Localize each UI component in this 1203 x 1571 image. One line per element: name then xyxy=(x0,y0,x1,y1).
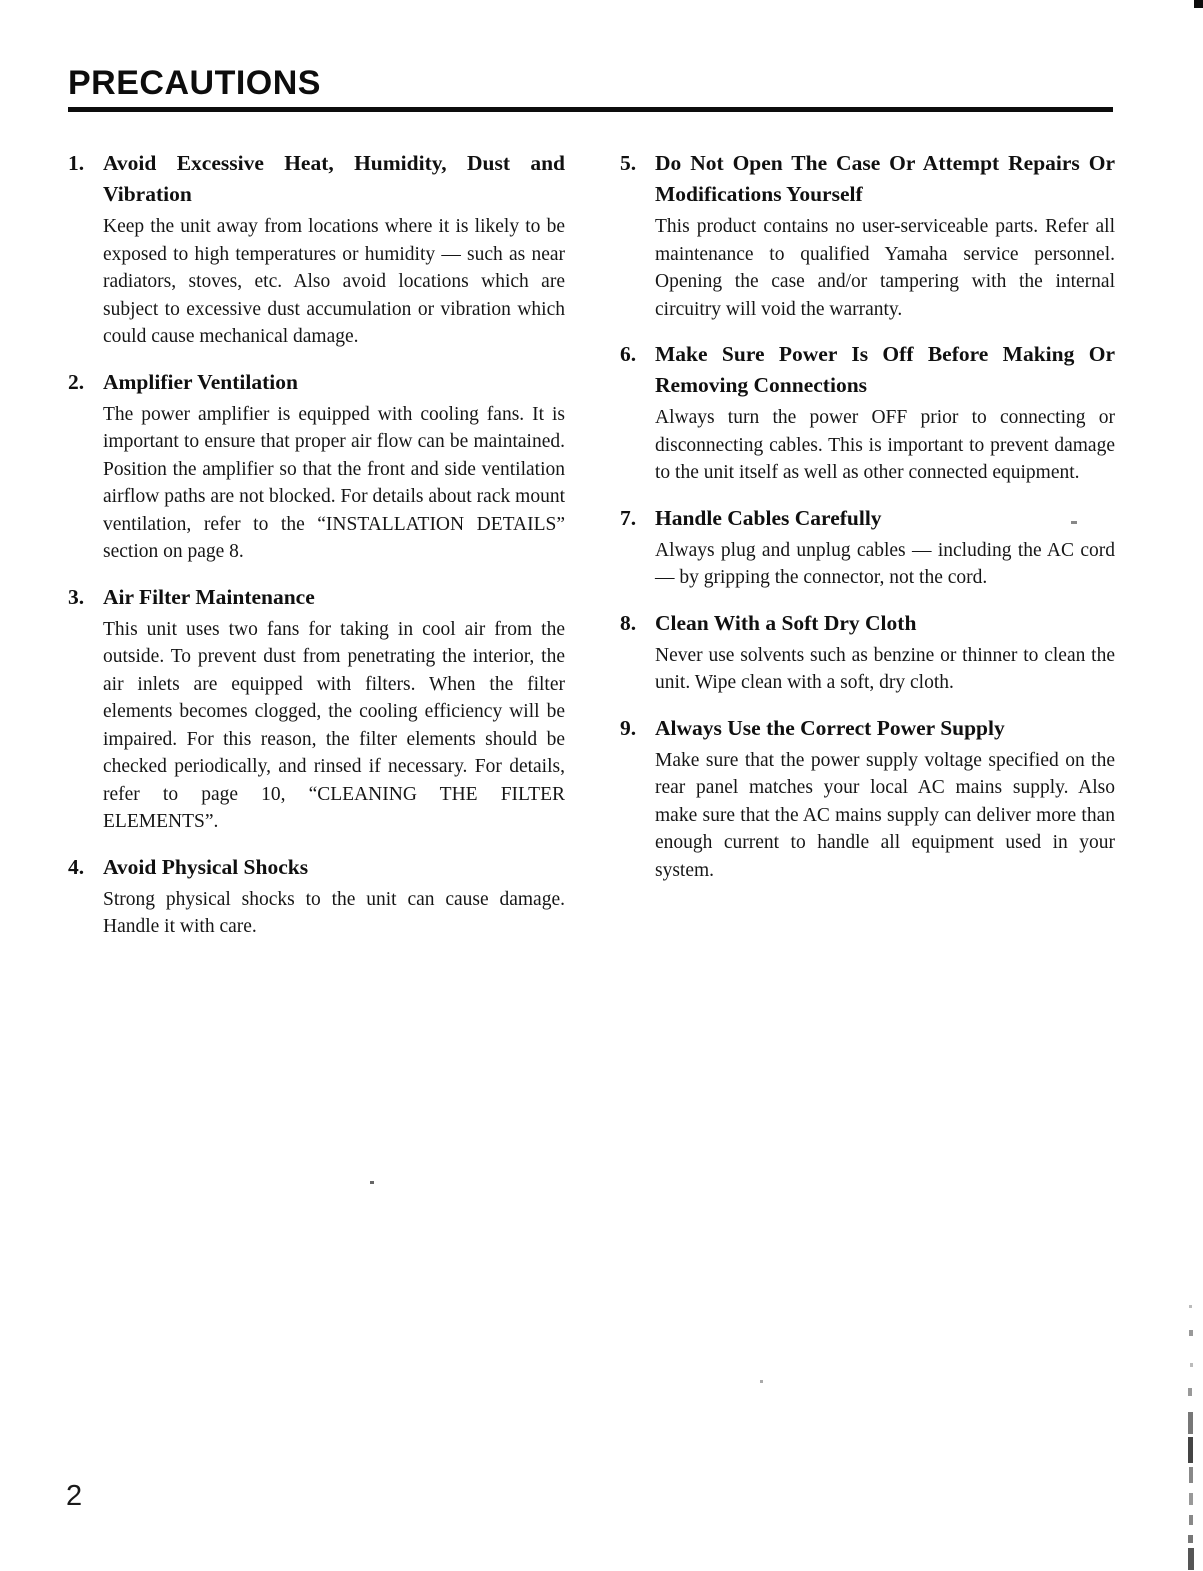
scan-edge-mark xyxy=(1188,1437,1193,1463)
section-number: 9. xyxy=(620,715,637,740)
precaution-section-4 xyxy=(68,852,565,941)
section-body: Strong physical shocks to the unit can cause damage. Handle it with care. xyxy=(103,888,565,937)
scan-edge-mark xyxy=(1188,1388,1192,1396)
section-heading: Avoid Physical Shocks xyxy=(103,854,309,879)
section-number: 7. xyxy=(620,505,637,530)
section-body: Keep the unit away from locations where it is likely to be exposed to high temperatures or humidity — such as near radiators, stoves, etc. Also avoid locations which are subject to excessive dust accumulation or vibration which could cause mechanical damage. xyxy=(103,216,565,347)
scan-edge-mark xyxy=(1189,1515,1193,1525)
scan-edge-mark xyxy=(1190,1363,1193,1367)
page-number: 2 xyxy=(66,1480,83,1512)
section-body: Never use solvents such as benzine or thinner to clean the unit. Wipe clean with a soft, dry cloth. xyxy=(655,644,1115,693)
scan-edge-mark xyxy=(1189,1330,1193,1336)
section-heading: Avoid Excessive Heat, Humidity, Dust and Vibration xyxy=(103,151,565,206)
content-columns xyxy=(68,148,1203,957)
scan-speck xyxy=(1071,521,1077,524)
section-number: 6. xyxy=(620,342,637,366)
section-number: 5. xyxy=(620,151,637,175)
left-column xyxy=(68,148,565,957)
precaution-section-7 xyxy=(620,503,1115,592)
section-heading: Always Use the Correct Power Supply xyxy=(655,715,1005,740)
section-heading: Air Filter Maintenance xyxy=(103,584,315,609)
section-body: The power amplifier is equipped with cooling fans. It is important to ensure that proper air flow can be maintained. Position the amplifier so that the front and side ventilation airflow paths are not blocked. For details about rack mount ventilation, refer to the “INSTALLATION DETAILS” section on page 8. xyxy=(103,403,565,562)
section-number: 1. xyxy=(68,151,85,175)
scan-edge-mark xyxy=(1189,1467,1193,1483)
precaution-section-8 xyxy=(620,608,1115,697)
scan-edge-mark xyxy=(1188,1535,1193,1543)
section-heading: Handle Cables Carefully xyxy=(655,505,882,530)
section-body: This product contains no user-serviceable parts. Refer all maintenance to qualified Yamaha service personnel. Opening the case and/or tampering with the internal circuitry will void the warranty. xyxy=(655,216,1115,320)
scan-edge-mark xyxy=(1189,1493,1193,1505)
section-number: 4. xyxy=(68,854,85,879)
section-body: Always plug and unplug cables — including the AC cord — by gripping the connector, not the cord. xyxy=(655,539,1115,588)
scan-edge-mark xyxy=(1188,1548,1194,1570)
title-rule xyxy=(68,107,1113,112)
precaution-section-1 xyxy=(68,148,565,351)
scan-speck xyxy=(370,1181,374,1184)
section-number: 8. xyxy=(620,610,637,635)
section-heading: Clean With a Soft Dry Cloth xyxy=(655,610,917,635)
section-body: Make sure that the power supply voltage specified on the rear panel matches your local AC mains supply. Also make sure that the AC mains supply can deliver more than enough current to handle all equipment used in your system. xyxy=(655,749,1115,881)
precaution-section-6 xyxy=(620,339,1115,487)
section-body: Always turn the power OFF prior to connecting or disconnecting cables. This is important to prevent damage to the unit itself as well as other connected equipment. xyxy=(655,407,1115,483)
precaution-section-3 xyxy=(68,582,565,836)
scan-edge-mark xyxy=(1189,1305,1192,1308)
section-heading: Amplifier Ventilation xyxy=(103,369,298,394)
scan-edge-mark xyxy=(1188,1412,1193,1434)
precaution-section-9 xyxy=(620,713,1115,885)
section-number: 2. xyxy=(68,369,85,394)
section-body: This unit uses two fans for taking in cool air from the outside. To prevent dust from penetrating the interior, the air inlets are equipped with filters. When the filter elements becomes clogged, the cooling efficiency will be impaired. For this reason, the filter elements should be checked periodically, and rinsed if necessary. For details, refer to page 10, “CLEANING THE FILTER ELEMENTS”. xyxy=(103,618,565,832)
scan-speck xyxy=(760,1380,763,1383)
precaution-section-5 xyxy=(620,148,1115,323)
right-column xyxy=(620,148,1115,957)
section-number: 3. xyxy=(68,584,85,609)
scan-corner-mark xyxy=(1194,0,1203,8)
section-heading: Make Sure Power Is Off Before Making Or Removing Connections xyxy=(655,342,1115,397)
precaution-section-2 xyxy=(68,367,565,566)
section-heading: Do Not Open The Case Or Attempt Repairs Or Modifications Yourself xyxy=(655,151,1115,206)
page-title: PRECAUTIONS xyxy=(68,64,321,102)
